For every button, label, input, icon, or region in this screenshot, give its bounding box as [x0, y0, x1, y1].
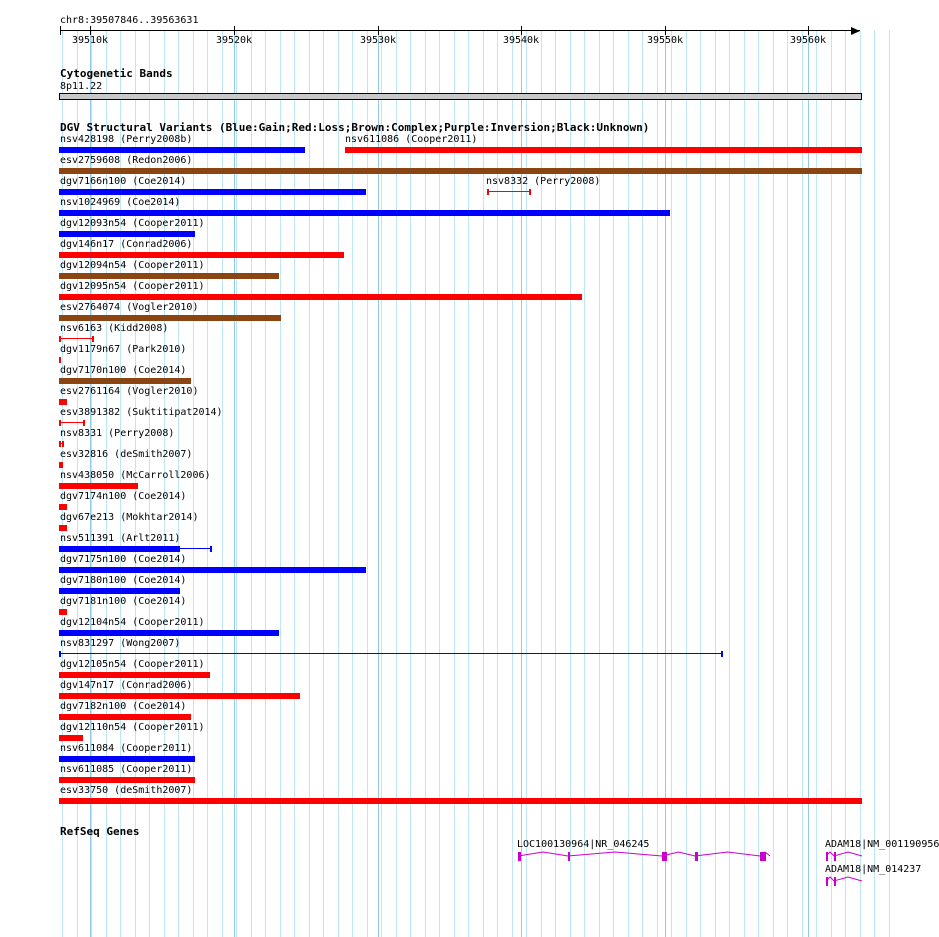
dgv-feature-label[interactable]: nsv831297 (Wong2007) — [60, 638, 181, 649]
location-label: chr8:39507846..39563631 — [60, 15, 199, 26]
dgv-feature-label[interactable]: dgv12110n54 (Cooper2011) — [60, 722, 205, 733]
dgv-feature-label[interactable]: esv2764074 (Vogler2010) — [60, 302, 199, 313]
dgv-feature-label[interactable]: dgv12095n54 (Cooper2011) — [60, 281, 205, 292]
refseq-exon — [834, 877, 836, 886]
dgv-feature-label[interactable]: dgv12094n54 (Cooper2011) — [60, 260, 205, 271]
dgv-feature-label[interactable]: nsv1024969 (Coe2014) — [60, 197, 181, 208]
dgv-feature-label[interactable]: nsv611084 (Cooper2011) — [60, 743, 193, 754]
cytoband-track-title: Cytogenetic Bands — [60, 67, 173, 80]
dgv-feature-label[interactable]: dgv7182n100 (Coe2014) — [60, 701, 187, 712]
dgv-feature-label[interactable]: esv32816 (deSmith2007) — [60, 449, 193, 460]
dgv-feature-label[interactable]: esv33750 (deSmith2007) — [60, 785, 193, 796]
dgv-track-title: DGV Structural Variants (Blue:Gain;Red:Loss;Brown:Complex;Purple:Inversion;Black:Unknown) — [60, 121, 650, 134]
dgv-feature-label[interactable]: dgv7175n100 (Coe2014) — [60, 554, 187, 565]
refseq-intron-line — [826, 877, 862, 881]
dgv-feature-label[interactable]: nsv611086 (Cooper2011) — [345, 134, 478, 145]
refseq-gene-label[interactable]: ADAM18|NM_014237 — [825, 864, 922, 875]
ruler-tick-label: 39540k — [502, 35, 540, 46]
dgv-feature-label[interactable]: dgv7181n100 (Coe2014) — [60, 596, 187, 607]
ruler-tick-label: 39560k — [789, 35, 827, 46]
ruler-tick-label: 39550k — [646, 35, 684, 46]
ruler-tick-label: 39520k — [215, 35, 253, 46]
ruler-tick-label: 39510k — [71, 35, 109, 46]
dgv-feature-label[interactable]: esv2759608 (Redon2006) — [60, 155, 193, 166]
ruler-tick-label: 39530k — [359, 35, 397, 46]
dgv-feature-label[interactable]: dgv12105n54 (Cooper2011) — [60, 659, 205, 670]
dgv-feature-label[interactable]: nsv8331 (Perry2008) — [60, 428, 175, 439]
dgv-feature-label[interactable]: dgv67e213 (Mokhtar2014) — [60, 512, 199, 523]
dgv-feature-label[interactable]: dgv146n17 (Conrad2006) — [60, 239, 193, 250]
refseq-exon — [826, 877, 828, 886]
cytoband-label: 8p11.22 — [60, 81, 103, 92]
dgv-feature-label[interactable]: dgv7166n100 (Coe2014) — [60, 176, 187, 187]
dgv-feature-label[interactable]: dgv7170n100 (Coe2014) — [60, 365, 187, 376]
dgv-feature-label[interactable]: nsv611085 (Cooper2011) — [60, 764, 193, 775]
dgv-feature-label[interactable]: nsv428198 (Perry2008b) — [60, 134, 193, 145]
dgv-feature-label[interactable]: dgv7180n100 (Coe2014) — [60, 575, 187, 586]
dgv-feature-label[interactable]: nsv438050 (McCarroll2006) — [60, 470, 211, 481]
refseq-gene-label[interactable]: ADAM18|NM_001190956 — [825, 839, 939, 850]
dgv-feature-label[interactable]: nsv8332 (Perry2008) — [486, 176, 601, 187]
refseq-track-title: RefSeq Genes — [60, 825, 140, 838]
dgv-feature-label[interactable]: dgv147n17 (Conrad2006) — [60, 680, 193, 691]
dgv-feature-label[interactable]: dgv7174n100 (Coe2014) — [60, 491, 187, 502]
refseq-gene-label[interactable]: LOC100130964|NR_046245 — [517, 839, 650, 850]
dgv-feature-label[interactable]: nsv511391 (Arlt2011) — [60, 533, 181, 544]
dgv-feature-label[interactable]: esv2761164 (Vogler2010) — [60, 386, 199, 397]
dgv-feature-label[interactable]: dgv12104n54 (Cooper2011) — [60, 617, 205, 628]
dgv-feature-label[interactable]: dgv12093n54 (Cooper2011) — [60, 218, 205, 229]
dgv-feature-label[interactable]: esv3891382 (Suktitipat2014) — [60, 407, 223, 418]
dgv-feature-label[interactable]: dgv1179n67 (Park2010) — [60, 344, 187, 355]
dgv-feature-label[interactable]: nsv6163 (Kidd2008) — [60, 323, 169, 334]
